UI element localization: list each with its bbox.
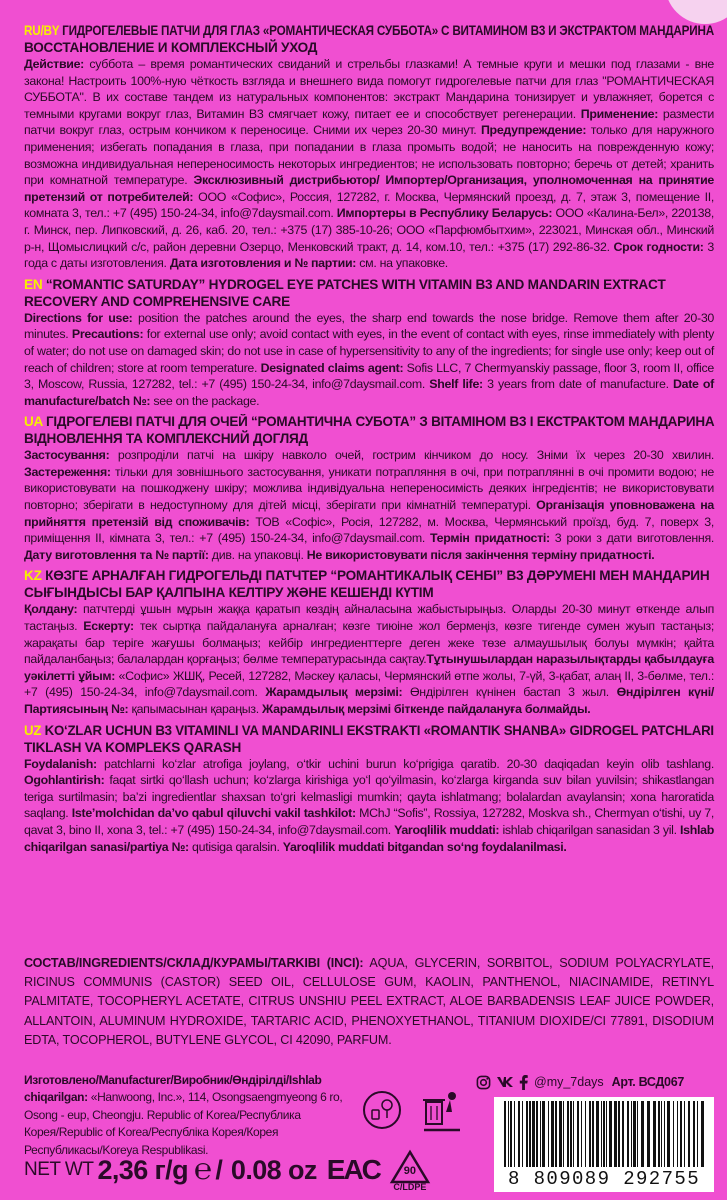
cosmetic-mirror-icon	[364, 1092, 400, 1128]
body-text: тільки для зовнішнього застосування, уникати потрапляння в очі, при потраплянні в очі промити водою; не використовувати на пошкоджену шкіру; можлива індивідуальна непереносимість деяких інгредієнтів; не використовувати повторно; зберігати в недоступному для дітей місці, зберігати при кімнатній температурі.	[24, 464, 714, 513]
body-heading: Срок годности:	[613, 239, 704, 254]
body-text: Өндірілген күнінен бастап 3 жыл.	[402, 685, 617, 700]
barcode-bar	[526, 1101, 528, 1167]
body-text: размести патчи вокруг глаз, острым кончиком к переносице. Сними их через 20-30 минут.	[24, 106, 714, 138]
net-weight-label: NET WT	[24, 1159, 94, 1180]
language-code: RU/BY	[24, 23, 60, 38]
social-row	[476, 1072, 716, 1092]
trash-bin-icon	[423, 1092, 460, 1130]
corner-decoration	[665, 0, 727, 24]
barcode-bar	[606, 1101, 607, 1167]
language-code: UZ	[24, 722, 42, 738]
barcode-bar	[542, 1101, 545, 1167]
body-text: 3 years from date of manufacture.	[482, 377, 673, 392]
section-title	[24, 413, 715, 430]
section-title	[24, 276, 714, 293]
body-heading: Действие:	[24, 57, 84, 71]
barcode-bar	[661, 1101, 662, 1167]
barcode-bar	[693, 1101, 695, 1167]
body-heading: Designated claims agent:	[260, 360, 404, 375]
recycle-symbol	[388, 1148, 427, 1192]
barcode-bar	[529, 1101, 531, 1167]
body-text: 3 роки з дати виготовлення.	[549, 531, 714, 546]
body-text: see on the package.	[150, 393, 260, 408]
body-heading: Термін придатності:	[430, 531, 550, 546]
body-text: «Софис» ЖШҚ, Ресей, 127282, Мәскеу қаласы, Чермянский өтпе жолы, 7-үй, 3-қабат, алаң ІІ, 3-бөлме, тел.: +7 (495) 150-24-34, info@7daysmail.com.	[24, 668, 714, 700]
body-text: суббота – время романтических свиданий и стрельбы глазками! А темные круги и мешки под глазами - вне закона! Настроить 100%-ную чёткость взгляда и внешнего вида помогут гидрогелевые патчи для глаз "РОМАНТИЧЕСКАЯ СУББОТА". В их составе тандем из натуральных компонентов: экстракт Мандарина тонизирует и увлажняет, борется с темными кругами вокруг глаз, Витамин В3 смягчает кожу, питает ее и способствует регенерации.	[24, 57, 714, 121]
body-text: for external use only; avoid contact with eyes, in the event of contact with eyes, rinse immediately with plenty of water; do not use on damaged skin; do not use in case of hypersensitivity to any of the ingredients; for single use only; keep out of reach of children; store at room temperature.	[24, 327, 714, 375]
body-text: position the patches around the eyes, the sharp end towards the nose bridge. Remove them after 20-30 minutes.	[24, 310, 714, 342]
barcode-bar	[508, 1101, 509, 1167]
body-text: ishlab chiqarilgan sanasidan 3 yil.	[499, 822, 680, 837]
barcode-bar	[510, 1101, 512, 1167]
section-title-text: KO‘ZLAR UCHUN B3 VITAMINLI VA MANDARINLI EKSTRAKTI «ROMANTIK SHANBA» GIDROGEL PATCHLARI	[44, 722, 714, 738]
body-heading: Date of manufacture/batch №:	[24, 377, 714, 408]
body-text: патчтерді ұшын мұрын жаққа қаратып көздің айналасына жабыстырыңыз. Оларды 20-30 минут өткенде алып тастаңыз.	[24, 602, 714, 634]
body-text: Sofis LLC, 7 Chermyanskiy passage, floor 3, room II, office 3, Moscow, Russia, 127282, tel.: +7 (495) 150-24-34, info@7daysmail.com.	[24, 360, 714, 392]
barcode-bar	[653, 1101, 656, 1167]
barcode-bar	[504, 1101, 506, 1167]
barcode-bar	[664, 1101, 665, 1167]
barcode-bar	[637, 1101, 638, 1167]
barcode-bar	[514, 1101, 515, 1167]
article-number: Арт. ВСД067	[611, 1075, 685, 1089]
estimate-sign: ℮	[193, 1153, 212, 1186]
section-subtitle: ВІДНОВЛЕННЯ ТА КОМПЛЕКСНИЙ ДОГЛЯД	[24, 431, 308, 447]
disposal-pictograms	[360, 1080, 470, 1140]
barcode-bar	[633, 1101, 636, 1167]
section-title	[24, 722, 714, 739]
barcode-bar	[601, 1101, 602, 1167]
body-heading: Өндірілген күні/Партиясының №:	[24, 685, 715, 716]
section-title-text: “ROMANTIC SATURDAY” HYDROGEL EYE PATCHES WITH VITAMIN B3 AND MANDARIN EXTRACT	[45, 276, 666, 292]
body-heading: Жарамдылық мерзімі:	[265, 685, 403, 700]
barcode-bar	[555, 1101, 557, 1167]
barcode-bar	[567, 1101, 569, 1167]
section-title	[24, 567, 714, 584]
instagram-icon[interactable]	[476, 1075, 491, 1090]
social-handle: @my_7days	[534, 1075, 604, 1089]
body-text: розпродiли патчi на шкiру навколо очей, гострим кінчиком до носу. Зніми їх через 20-30 хвилин.	[109, 448, 714, 463]
body-heading: Дата изготовления и № партии:	[169, 256, 357, 271]
section-body	[24, 447, 714, 563]
composition-label: СОСТАВ/INGREDIENTS/СКЛАД/КУРАМЫ/TARKIBI (INCI):	[24, 956, 364, 970]
barcode-bar	[680, 1101, 682, 1167]
barcode-bar	[540, 1101, 541, 1167]
manufacturer-block	[24, 1072, 360, 1159]
barcode-bar	[627, 1101, 629, 1167]
language-code: EN	[24, 276, 43, 292]
barcode-bar	[577, 1101, 579, 1167]
barcode-bar	[548, 1101, 549, 1167]
recycle-number: 90	[403, 1165, 417, 1177]
barcode-bar	[701, 1101, 704, 1167]
language-sections	[24, 22, 714, 859]
barcode-bar	[641, 1101, 644, 1167]
body-text: 3 года с даты изготовления.	[24, 239, 714, 271]
body-text: ООО «Калина-Бел», 220138, г. Минск, пер. Липковский, д. 26, каб. 20, тел.: +375 (17) 385-10-26; ООО «Парфюмбытхим», 223021, Минская обл., Минский р-н, Щомыслицкий с/с, район деревни Озерцо, Менковский тракт, д. 14, ком.10, тел.: +375 (17) 292-86-32.	[24, 206, 715, 254]
barcode-bar	[688, 1101, 690, 1167]
body-text: MChJ “Sofis”, Rossiya, 127282, Moskva sh., Chermyan o‘tishi, uy 7, qavat 3, bino II, xona 3, tel.: +7 (495) 150-24-34, info@7daysmail.com.	[24, 806, 714, 837]
body-heading: Применение:	[580, 106, 659, 121]
body-text: faqat sirtki qo‘llash uchun; ko‘zlarga kirishiga yo‘l qo‘yilmasin, ko‘zlarga kirganda suv bilan yuvilsin; shikastlangan teriga surtilmasin; ba’zi ingredientlar shaxsan to‘gri kelmasligi mumkin; qayta ishlatmang; bolalardan avaylansin; xona haroratida saqlang.	[24, 773, 714, 821]
barcode-bar	[532, 1101, 535, 1167]
language-code: UA	[24, 414, 43, 430]
body-heading: Предупреждение:	[480, 123, 587, 138]
barcode	[494, 1097, 714, 1192]
section-subtitle: СЫҒЫНДЫСЫ БАР ҚАЛПЫНА КЕЛТІРУ ЖӘНЕ КЕШЕНДІ КҮТІМ	[24, 585, 434, 601]
body-text: только для наружного применения; избегать попадания в глаза, при попадании в глаза промыть водой; не наносить на поврежденную кожу; возможна индивидуальная непереносимость некоторых ингредиентов; не использовать повторно; беречь от детей; хранить при комнатной температуре.	[24, 123, 714, 188]
section-title-text: ГИДРОГЕЛЕВЫЕ ПАТЧИ ДЛЯ ГЛАЗ «РОМАНТИЧЕСКАЯ СУББОТА» С ВИТАМИНОМ B3 И ЭКСТРАКТОМ МАНДАРИНА	[62, 23, 714, 38]
barcode-bar	[697, 1101, 698, 1167]
barcode-bar	[622, 1101, 624, 1167]
body-heading: Foydalanish:	[24, 756, 97, 771]
facebook-icon[interactable]	[519, 1075, 529, 1090]
barcode-bar	[592, 1101, 594, 1167]
section-body	[24, 756, 714, 856]
eac-mark: EAC	[326, 1154, 380, 1185]
barcode-bar	[551, 1101, 554, 1167]
section-title	[24, 22, 714, 39]
body-heading: Ishlab chiqarilgan sanasi/partiya №:	[24, 822, 714, 854]
barcode-bar	[658, 1101, 660, 1167]
body-heading: Yaroqlilik muddati bitgandan so‘ng foydalanilmasi.	[282, 839, 567, 854]
section-ua	[24, 413, 714, 563]
body-heading: Тұтынушылардан наразылықтарды қабылдауға уәкілетті ұйым:	[24, 652, 714, 683]
barcode-bar	[518, 1101, 520, 1167]
body-text: ТОВ «Софіс», Росія, 127282, м. Москва, Чермянський проїзд, буд. 7, поверх 3, приміщення ІІ, кімната 3, тел.: +7 (495) 150-24-34, info@7daysmail.com.	[24, 514, 714, 546]
body-heading: Shelf life:	[429, 377, 483, 392]
body-heading: Эксклюзивный дистрибьютор/ Импортер/Организация, уполномоченная на принятие претензий от потребителей:	[24, 173, 714, 204]
vk-icon[interactable]	[496, 1076, 514, 1088]
body-heading: Directions for use:	[24, 310, 133, 325]
barcode-bar	[614, 1101, 617, 1167]
body-heading: Організація уповноважена на прийняття претензій від споживачів:	[24, 498, 714, 529]
section-subtitle: ВОССТАНОВЛЕНИЕ И КОМПЛЕКСНЫЙ УХОД	[24, 40, 318, 55]
manufacturer-label: Изготовлено/Manufacturer/Виробник/Өндірілді/Ishlab chiqarilgan:	[24, 1073, 322, 1105]
composition-block	[24, 954, 714, 1050]
section-body	[24, 601, 714, 717]
section-body	[24, 56, 714, 272]
body-text: қапымасынан қараңыз.	[128, 702, 263, 716]
section-title-text: ГІДРОГЕЛЕВІ ПАТЧІ ДЛЯ ОЧЕЙ “РОМАНТИЧНА СУБОТА” З ВІТАМІНОМ B3 І ЕКСТРАКТОМ МАНДАРИНА	[46, 414, 715, 430]
section-uz	[24, 722, 714, 856]
barcode-bar	[585, 1101, 586, 1167]
barcode-bar	[603, 1101, 605, 1167]
section-subtitle: TIKLASH VA KOMPLEKS QARASH	[24, 739, 242, 755]
section-en	[24, 276, 714, 410]
body-heading: Застереження:	[24, 464, 111, 479]
barcode-bar	[570, 1101, 572, 1167]
body-heading: Импортеры в Республику Беларусь:	[336, 206, 553, 221]
body-heading: Қолдану:	[24, 602, 78, 617]
section-title-text: КӨЗГЕ АРНАЛҒАН ГИДРОГЕЛЬДІ ПАТЧТЕР “РОМАНТИКАЛЫҚ СЕНБІ” B3 ДӘРУМЕНІ МЕН МАНДАРИН	[45, 568, 710, 584]
language-code: KZ	[24, 568, 42, 584]
section-subtitle: RECOVERY AND COMPREHENSIVE CARE	[24, 293, 290, 309]
weight-separator: /	[215, 1154, 223, 1185]
barcode-bar	[563, 1101, 564, 1167]
net-weight-metric: 2,36 г/g	[97, 1154, 188, 1185]
body-heading: Жарамдылық мерзімі біткенде пайдалануға болмайды.	[262, 702, 591, 716]
net-weight-row	[24, 1148, 427, 1192]
net-weight-imperial: 0.08 oz	[230, 1154, 317, 1185]
barcode-bar	[589, 1101, 591, 1167]
body-heading: Precautions:	[71, 327, 144, 342]
barcode-bar	[522, 1101, 523, 1167]
manufacturer-text: «Hanwoong, Inc.», 114, Osongsaengmyeong 6 ro, Osong - eup, Cheongju. Republic of Korea/Республика Корея/Republic of Korea/Республіка Корея/Корея Республикасы/Koreya Respublikasi.	[24, 1090, 343, 1157]
barcode-bars	[494, 1097, 714, 1169]
recycle-code: C/LDPE	[393, 1182, 427, 1192]
barcode-bar	[559, 1101, 562, 1167]
barcode-bar	[536, 1101, 538, 1167]
barcode-bar	[618, 1101, 620, 1167]
composition-text: AQUA, GLYCERIN, SORBITOL, SODIUM POLYACRYLATE, RICINUS COMMUNIS (CASTOR) SEED OIL, CELLULOSE GUM, KAOLIN, PANTHENOL, NIACINAMIDE, RETINYL PALMITATE, TOCOPHERYL ACETATE, CITRUS UNSHIU PEEL EXTRACT, ALOE BARBADENSIS LEAF JUICE POWDER, ALLANTOIN, ALUMINUM HYDROXIDE, TARTARIC ACID, PHENOXYETHANOL, TITANIUM DIOXIDE/CI 77891, DISODIUM EDTA, TOCOPHEROL, BUTYLENE GLYCOL, CI 42090, PARFUM.	[24, 956, 714, 1047]
body-text: qutisiga qaralsin.	[188, 839, 283, 854]
body-heading: Iste’molchidan da’vo qabul qiluvchi vakil tashkilot:	[71, 806, 356, 821]
section-ru-by	[24, 22, 714, 272]
barcode-bar	[647, 1101, 650, 1167]
barcode-bar	[684, 1101, 685, 1167]
body-heading: Yaroqlilik muddati:	[394, 822, 500, 837]
barcode-bar	[667, 1101, 670, 1167]
body-heading: Застосування:	[24, 448, 110, 463]
barcode-bar	[631, 1101, 632, 1167]
body-text: ООО «Софис», Россия, 127282, г. Москва, Чермянский проезд, д. 7, этаж 3, помещение II, комната 3, тел.: +7 (495) 150-24-34, info@7daysmail.com.	[24, 189, 714, 221]
body-text: див. на упаковці.	[208, 547, 307, 562]
body-heading: Дату виготовлення та № партії:	[24, 547, 209, 562]
body-heading: Ескерту:	[83, 619, 134, 634]
barcode-bar	[573, 1101, 574, 1167]
barcode-bar	[581, 1101, 582, 1167]
body-text: тек сыртқа пайдалануға арналған; көзге тиюіне жол бермеңіз, көзге тигенде сумен жуып тастаңыз; жарақаты бар теріге жағушы болмаңыз; кейбір ингредиенттерге деген жеке төзе алмаушылық болуы мүмкін; қайта пайдаланбаңыз; балалардан қорғаңыз; бөлме температурасында сақтау.	[24, 619, 714, 667]
barcode-bar	[673, 1101, 674, 1167]
body-heading: Ogohlantirish:	[24, 773, 105, 788]
section-kz	[24, 567, 714, 717]
body-text: patchlarni ko‘zlar atrofiga joylang, o‘tkir uchini burun ko‘prigiga qaratib. 20-30 daqiqadan keyin olib tashlang.	[96, 756, 714, 771]
barcode-number: 8 809089 292755	[507, 1168, 701, 1190]
barcode-bar	[609, 1101, 612, 1167]
body-heading: Не використовувати після закінчення терміну придатності.	[306, 547, 655, 562]
barcode-bar	[596, 1101, 599, 1167]
body-text: см. на упаковке.	[356, 256, 448, 271]
barcode-bar	[677, 1101, 678, 1167]
section-body	[24, 310, 714, 410]
